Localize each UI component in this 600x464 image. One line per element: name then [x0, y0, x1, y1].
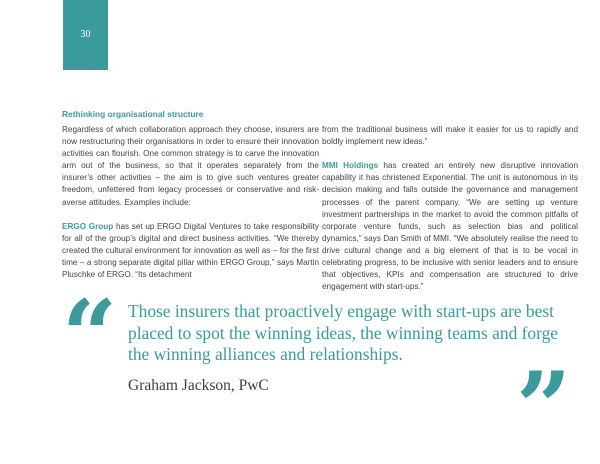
- mmi-holdings-lead: MMI Holdings: [322, 161, 379, 171]
- close-quote-icon: ”: [516, 351, 572, 464]
- ergo-group-lead: ERGO Group: [62, 221, 114, 231]
- right-paragraph-mmi: [322, 160, 578, 293]
- left-column: [62, 124, 319, 281]
- quote-attribution: Graham Jackson, PwC: [128, 377, 269, 394]
- mmi-paragraph-text: has created an entirely new disruptive innovation capability it has christened Exponential. The unit is autonomous in its decision making and falls outside the governance and management processes of the parent company. “We are setting up venture investment partnerships in the market to avoid the common pitfalls of corporate venture funds, such as selection bias and political dynamics,” says Dan Smith of MMI. “We absolutely realise the need to drive cultural change and a big element of that is to be vocal in celebrating progress, to be inclusive with senior leaders and to ensure that objectives, KPIs and compensation are structured to drive engagement with start-ups.”: [322, 161, 578, 292]
- left-paragraph-ergo: [62, 221, 319, 281]
- right-paragraph-continuation: from the traditional business will make it easier for us to rapidly and boldly implement new ideas.”: [322, 125, 578, 147]
- right-column: [322, 124, 578, 293]
- page-number-tab: [63, 0, 108, 70]
- ergo-paragraph-text: has set up ERGO Digital Ventures to take responsibility for all of the group’s digital and direct business activities. “We thereby created the cultural environment for innovation as well as – for the first time – a strong separate digital pillar within ERGO Group,” says Martin Pluschke of ERGO. “Its detachment: [62, 221, 320, 280]
- left-paragraph-intro: Regardless of which collaboration approach they choose, insurers are now restructuring their organisations in order to ensure their innovation activities can flourish. One common strategy is to carve the innovation arm out of the business, so that it operates separately from the insurer’s other activities – the aim is to give such ventures greater freedom, unfettered from legacy processes or conservative and risk-averse attitudes. Examples include:: [62, 125, 319, 207]
- pull-quote-text: Those insurers that proactively engage with start-ups are best placed to spot the winning ideas, the winning teams and forge the winning alliances and relationships.: [128, 301, 559, 364]
- page-number: 30: [80, 29, 91, 40]
- section-heading: Rethinking organisational structure: [62, 109, 204, 119]
- open-quote-icon: “: [62, 279, 118, 392]
